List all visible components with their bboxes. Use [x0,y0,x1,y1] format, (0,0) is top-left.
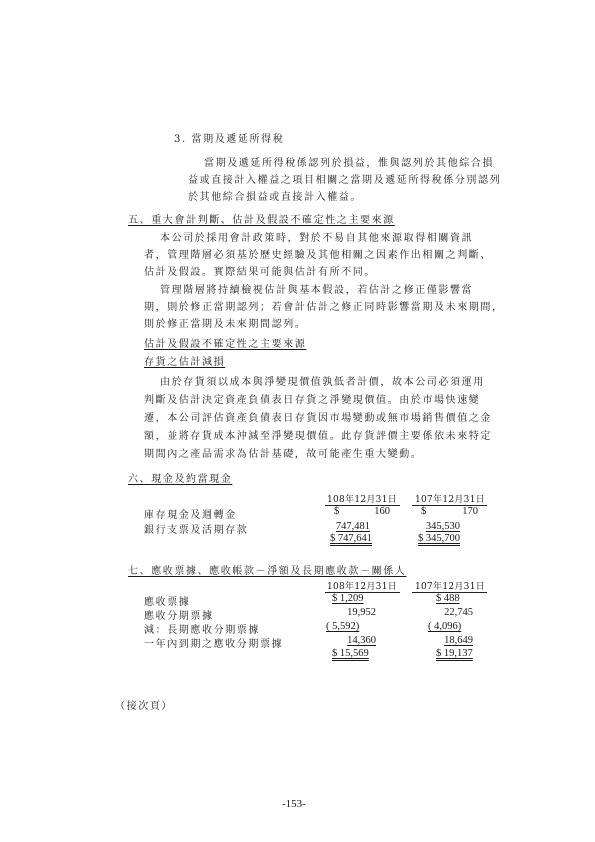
section6-total-currency-2: $ [418,533,424,544]
section6-row-1-currency-1: $ [334,506,340,517]
section6-total-1 [330,533,372,544]
item3-para-line-1: 當期及遞延所得稅係認列於損益，惟與認列於其他綜合損 [204,158,494,169]
section6-row-2-value-1: 747,481 [335,521,370,532]
section7-total-1: $ 15,569 [332,648,369,659]
section7-row-4-value-2: 18,649 [444,635,473,646]
section7-row-1-value-1: $ 1,209 [332,593,364,604]
section5-para3-line-4: 額，並將存貨成本沖減至淨變現價值。此存貨評價主要係依未來特定 [144,431,492,442]
page-number: -153- [282,798,306,810]
section5-para2-line-1: 管理階層將持續檢視估計與基本假設，若估計之修正僅影響當 [160,285,474,296]
section6-total-value-1: 747,641 [337,533,372,544]
section5-para2-line-2: 期，則於修正當期認列；若會計估計之修正同時影響當期及未來期間， [144,302,504,313]
section5-subheading: 估計及假設不確定性之主要來源 [144,339,307,350]
section7-row-2-value-2: 22,745 [444,607,473,618]
section6-total-currency-1: $ [330,533,336,544]
section5-heading: 五、重大會計判斷、估計及假設不確定性之主要來源 [128,215,395,226]
section7-col1-header: 108年12月31日 [326,582,398,592]
section5-para3-line-1: 由於存貨須以成本與淨變現價值孰低者計價，故本公司必須運用 [160,377,485,388]
item3-para-line-2: 益或直接計入權益之項目相關之當期及遞延所得稅係分別認列 [188,175,502,186]
section7-row-3-label: 減：長期應收分期票據 [144,625,260,636]
item3-heading: 3. 當期及遞延所得稅 [174,134,285,145]
section7-col2-header: 107年12月31日 [414,582,486,592]
section5-para3-line-5: 期間內之產品需求為估計基礎，故可能產生重大變動。 [144,449,423,460]
section6-row-2-label: 銀行支票及活期存款 [144,525,249,536]
section7-row-4-value-1: 14,360 [347,635,376,646]
section7-heading: 七、應收票據、應收帳款－淨額及長期應收款－關係人 [128,566,407,577]
section6-total-2 [418,533,460,544]
section5-para1-line-2: 者，管理階層必須基於歷史經驗及其他相關之因素作出相關之判斷、 [144,250,492,261]
section5-subsubheading: 存貨之估計減損 [144,357,226,368]
section6-row-1-value-2: 170 [462,506,478,517]
section6-row-1-label: 庫存現金及週轉金 [144,510,237,521]
section7-row-1-value-2: $ 488 [436,593,460,604]
section6-col1-header: 108年12月31日 [326,495,398,505]
item3-para-line-3: 於其他綜合損益或直接計入權益。 [188,192,362,203]
section6-heading: 六、現金及約當現金 [128,474,233,485]
continued-note: （接次頁） [115,701,173,712]
section7-total-2: $ 19,137 [436,648,473,659]
section6-row-2-value-2: 345,530 [425,521,460,532]
section5-para1-line-3: 估計及假設。實際結果可能與估計有所不同。 [144,267,376,278]
section6-col2-header: 107年12月31日 [414,495,486,505]
section7-row-2-value-1: 19,952 [347,607,376,618]
section5-para1-line-1: 本公司於採用會計政策時，對於不易自其他來源取得相關資訊 [160,233,474,244]
section7-row-4-label: 一年內到期之應收分期票據 [144,639,284,650]
section6-row-1-currency-2: $ [421,506,427,517]
section6-total-value-2: 345,700 [425,533,460,544]
section7-row-3-value-1: ( 5,592) [326,621,360,632]
section5-para3-line-2: 判斷及估計決定資產負債表日存貨之淨變現價值。由於市場快速變 [144,395,481,406]
section6-row-1-value-1: 160 [374,506,390,517]
section7-row-3-value-2: ( 4,096) [428,621,462,632]
section5-para3-line-3: 遷，本公司評估資產負債表日存貨因市場變動或無市場銷售價值之金 [144,413,492,424]
section5-para2-line-3: 則於修正當期及未來期間認列。 [144,319,307,330]
section7-row-1-label: 應收票據 [144,597,191,608]
section7-row-2-label: 應收分期票據 [144,611,214,622]
